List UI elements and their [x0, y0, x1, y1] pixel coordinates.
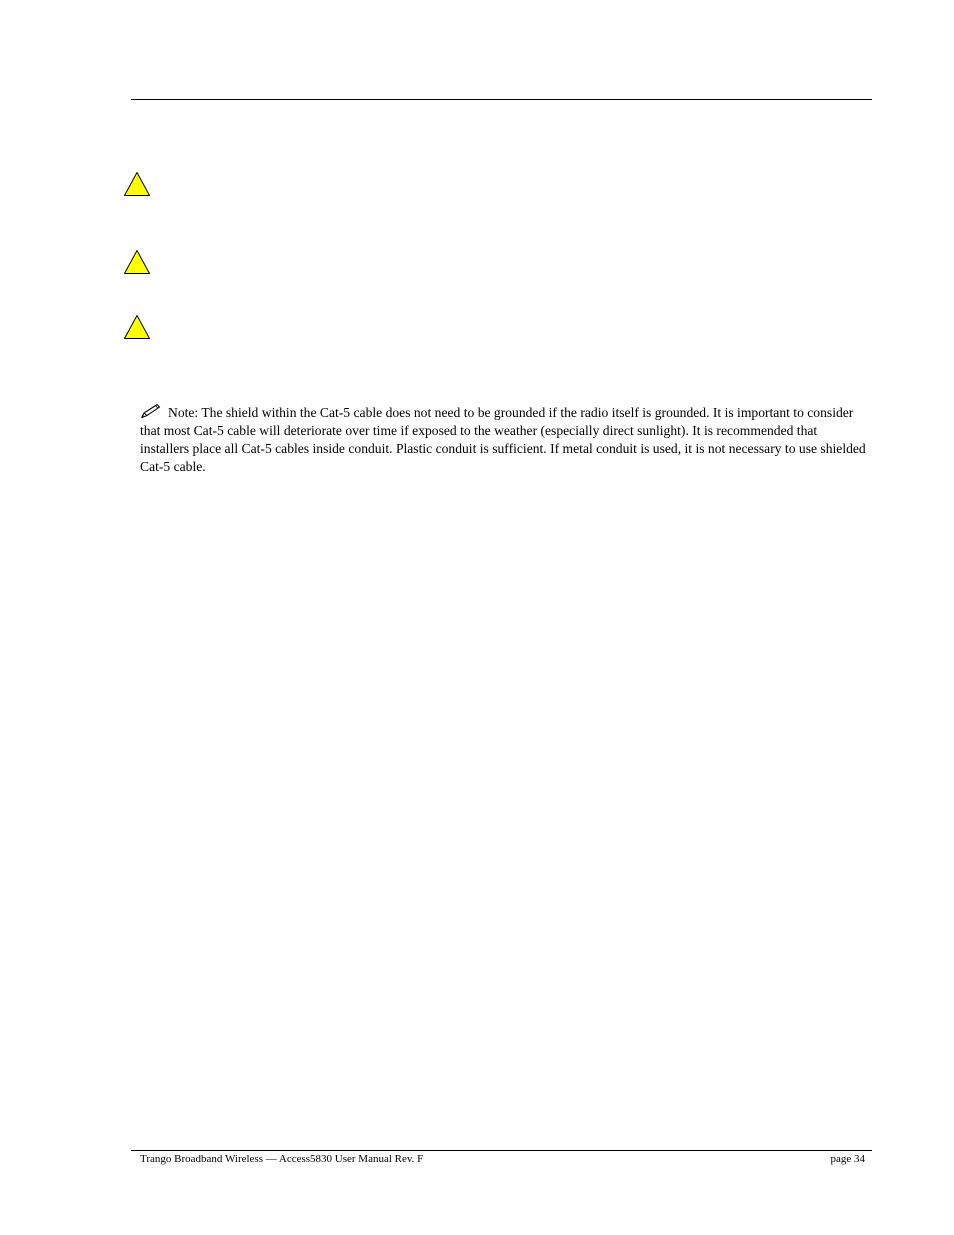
note-paragraph [140, 403, 866, 476]
warning-triangle-icon [123, 249, 151, 275]
note-text: Note: The shield within the Cat-5 cable does not need to be grounded if the radio itself is grounded. It is important to consider that most Cat-5 cable will deteriorate over time if exposed to the weather (especially direct sunlight). It is recommended that installers place all Cat-5 cables inside conduit. Plastic conduit is sufficient. If metal conduit is used, it is not necessary to use shielded Cat-5 cable. [140, 405, 866, 474]
warning-triangle-icon [123, 171, 151, 197]
warning-triangle-icon [123, 314, 151, 340]
footer-document-title: Trango Broadband Wireless — Access5830 User Manual Rev. F [140, 1153, 424, 1165]
footer-rule [131, 1150, 872, 1151]
footer-page-number: page 34 [830, 1153, 865, 1165]
pencil-icon [140, 403, 162, 419]
header-rule [131, 99, 872, 100]
